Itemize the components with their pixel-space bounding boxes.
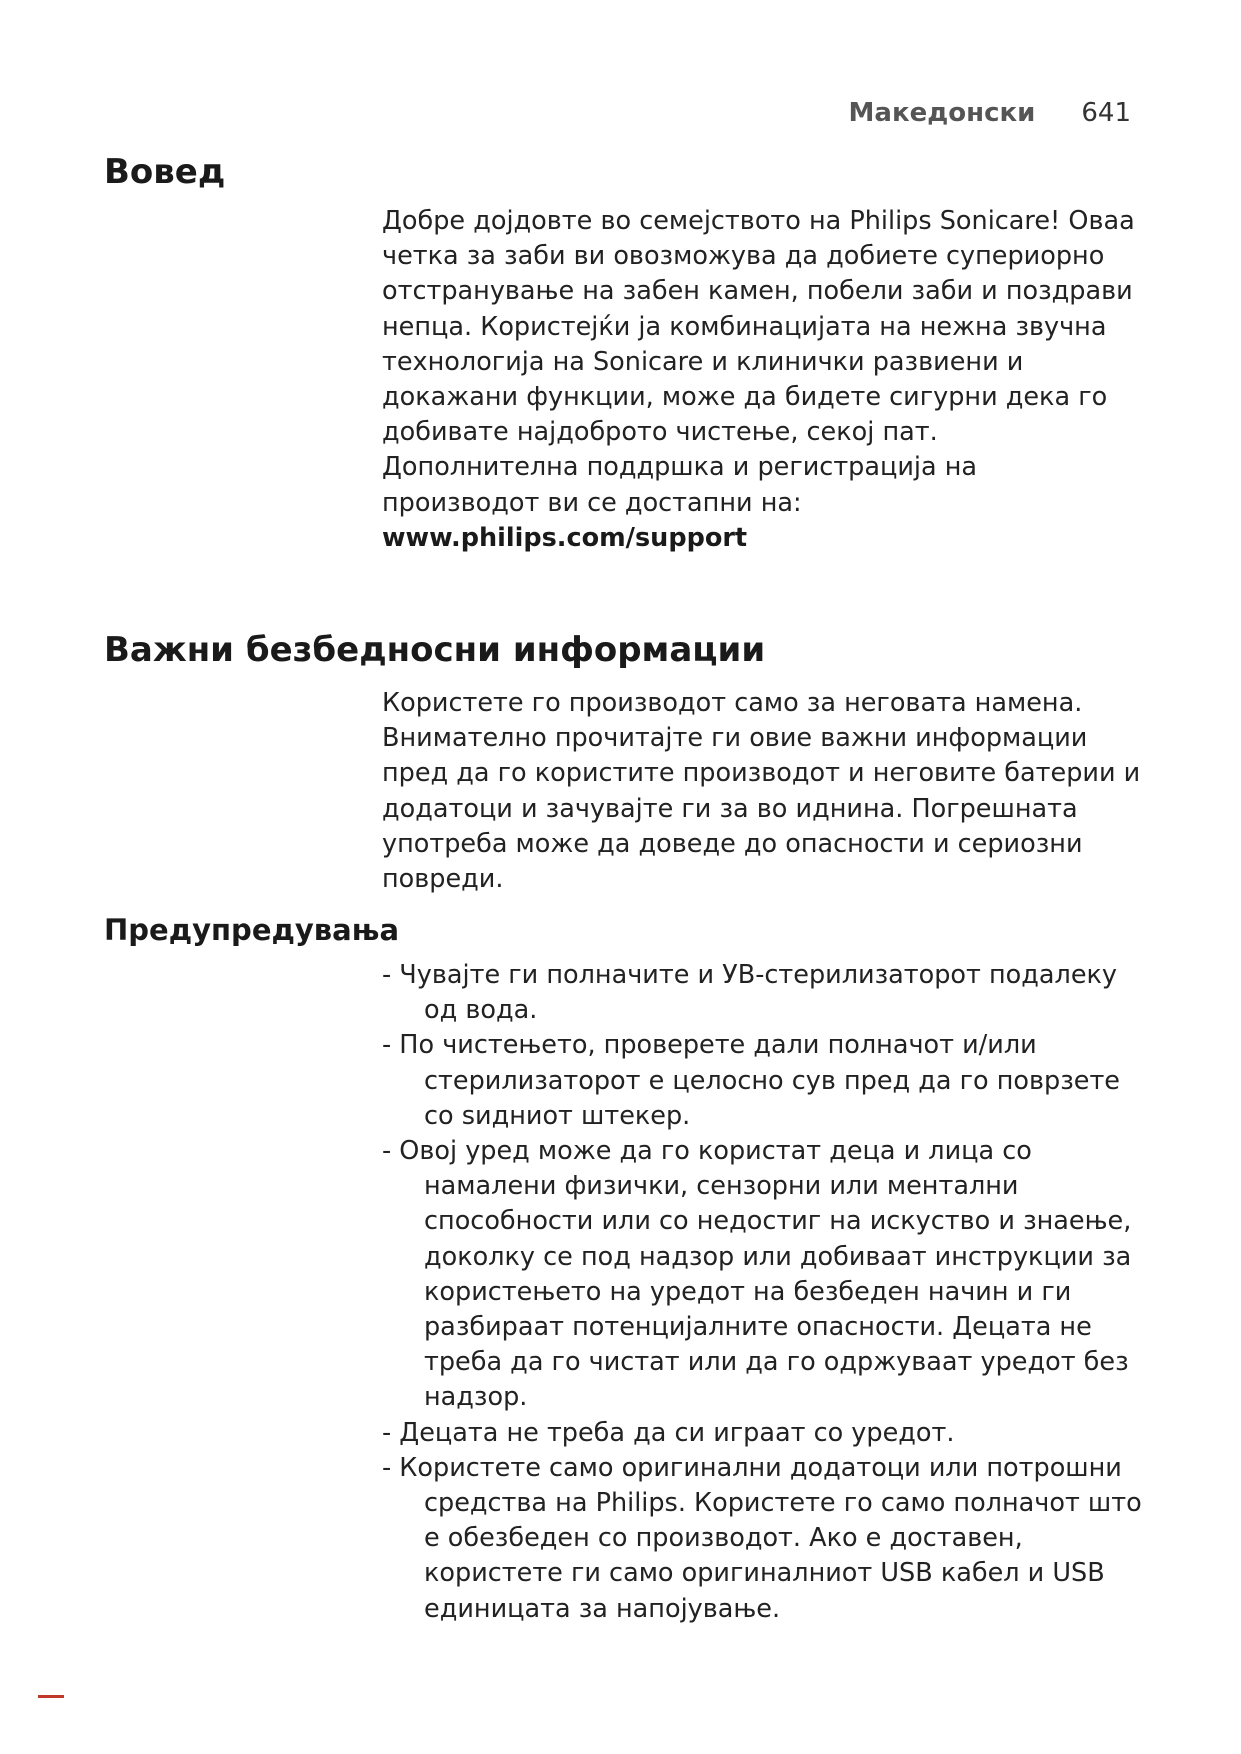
safety-title: Важни безбедносни информации — [104, 630, 766, 670]
support-url-link[interactable]: www.philips.com/support — [382, 522, 748, 553]
warnings-list — [382, 958, 1142, 1627]
warning-item: - Чувајте ги полначите и УВ-стерилизаторот подалеку од вода. — [382, 960, 1118, 1026]
intro-text — [382, 204, 1142, 556]
warning-item: - Децата не треба да си играат со уредот. — [382, 1417, 955, 1448]
warning-item: - По чистењето, проверете дали полначот и/или стерилизаторот е целосно сув пред да го поврзете со ѕидниот штекер. — [382, 1030, 1120, 1131]
page-number: 641 — [1081, 98, 1131, 128]
support-paragraph: Дополнителна поддршка и регистрација на производот ви се достапни на: — [382, 452, 978, 518]
header-language: Македонски — [848, 98, 1036, 128]
warning-item: - Користете само оригинални додатоци или потрошни средства на Philips. Користете го само полначот што е обезбеден со производот. Ако е доставен, користете ги само оригиналниот USB кабел и USB единицата за напојување. — [382, 1452, 1142, 1624]
page-header — [849, 98, 1131, 128]
warnings-title: Предупредувања — [104, 913, 400, 947]
footer-mark — [38, 1695, 64, 1698]
intro-paragraph: Добре дојдовте во семејството на Philips Sonicare! Оваа четка за заби ви овозможува да добиете супериорно отстранување на забен камен, побели заби и поздрави непца. Користејќи ја комбинацијата на нежна звучна технологија на Sonicare и клинички развиени и докажани функции, може да бидете сигурни дека го добивате најдоброто чистење, секој пат. — [382, 206, 1135, 448]
warning-item: - Овој уред може да го користат деца и лица со намалени физички, сензорни или ментални способности или со недостиг на искуство и знаење, доколку се под надзор или добиваат инструкции за користењето на уредот на безбеден начин и ги разбираат потенцијалните опасности. Децата не треба да го чистат или да го одржуваат уредот без надзор. — [382, 1136, 1132, 1413]
safety-paragraph: Користете го производот само за неговата намена. Внимателно прочитајте ги овие важни информации пред да го користите производот и неговите батерии и додатоци и зачувајте ги за во иднина. Погрешната употреба може да доведе до опасности и сериозни повреди. — [382, 688, 1141, 895]
safety-text — [382, 686, 1142, 897]
intro-title: Вовед — [104, 152, 226, 192]
